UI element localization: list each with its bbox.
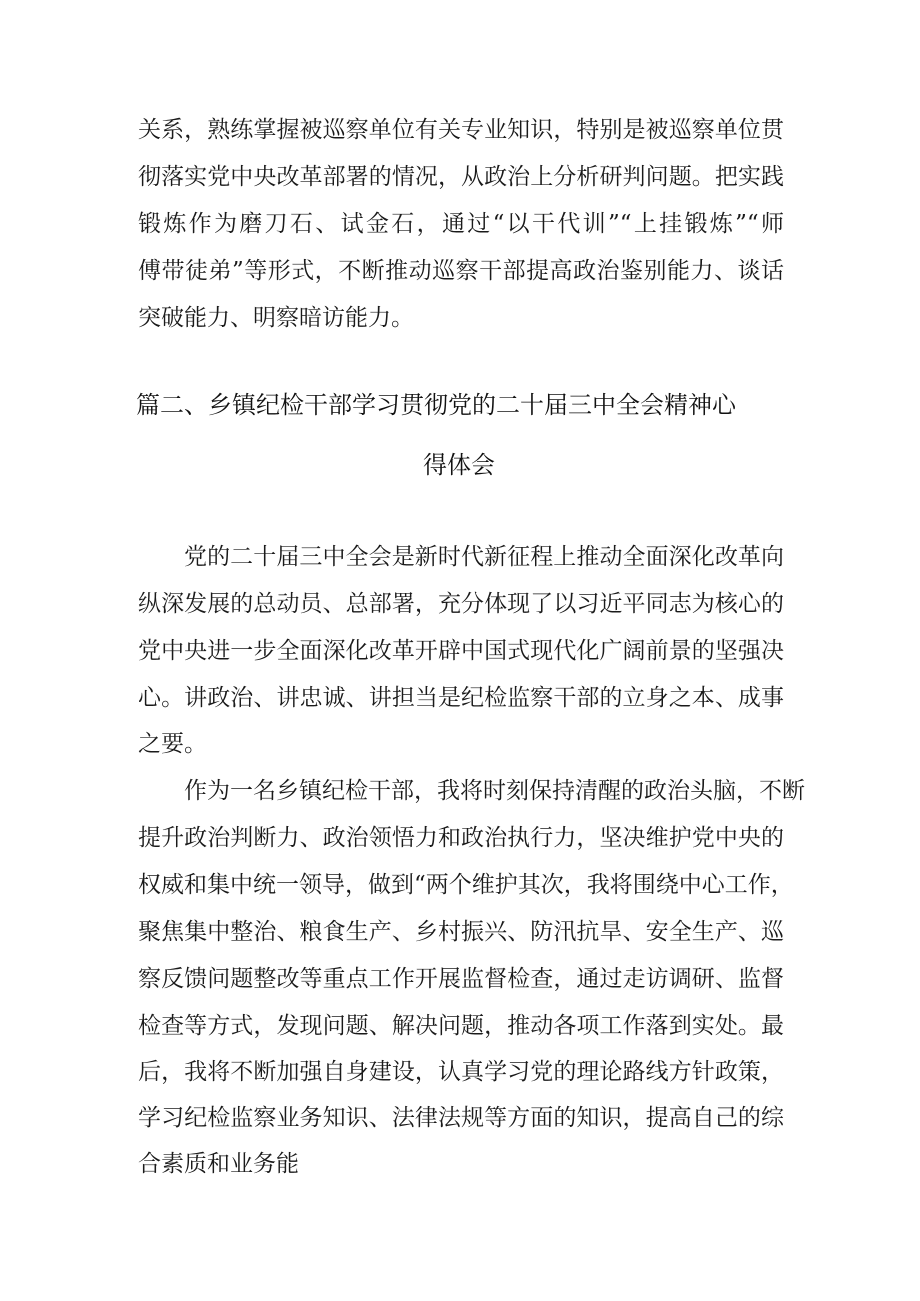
- paragraph-line: 作为一名乡镇纪检干部，我将时刻保持清醒的政治头脑，不断: [184, 778, 805, 804]
- paragraph-line: 提升政治判断力、政治领悟力和政治执行力，坚决维护党中央的: [138, 825, 784, 851]
- paragraph-line: 之要。: [138, 731, 207, 757]
- paragraph-line: 心。讲政治、讲忠诚、讲担当是纪检监察干部的立身之本、成事: [138, 685, 784, 711]
- paragraph-line: 合素质和业务能: [138, 1151, 299, 1177]
- paragraph-line: 察反馈问题整改等重点工作开展监督检查，通过走访调研、监督: [138, 966, 784, 992]
- paragraph-line: 锻炼作为磨刀石、试金石，通过“以干代训”“上挂锻炼”“师: [138, 211, 784, 237]
- paragraph-line: 突破能力、明察暗访能力。: [138, 305, 414, 331]
- paragraph-line: 纵深发展的总动员、总部署，充分体现了以习近平同志为核心的: [138, 591, 784, 617]
- paragraph-line: 党中央进一步全面深化改革开辟中国式现代化广阔前景的坚强决: [138, 638, 784, 664]
- paragraph-line: 彻落实党中央改革部署的情况，从政治上分析研判问题。把实践: [138, 164, 784, 190]
- section-heading-continuation: 得体会: [423, 451, 495, 479]
- paragraph-line: 党的二十届三中全会是新时代新征程上推动全面深化改革向: [184, 544, 784, 570]
- paragraph-line: 权威和集中统一领导，做到“两个维护其次，我将围绕中心工作，: [138, 872, 794, 898]
- paragraph-line: 傅带徒弟”等形式，不断推动巡察干部提高政治鉴别能力、谈话: [138, 258, 784, 284]
- paragraph-line: 检查等方式，发现问题、解决问题，推动各项工作落到实处。最: [138, 1013, 784, 1039]
- section-heading: 篇二、乡镇纪检干部学习贯彻党的二十届三中全会精神心: [136, 391, 736, 419]
- paragraph-line: 聚焦集中整治、粮食生产、乡村振兴、防汛抗旱、安全生产、巡: [138, 919, 784, 945]
- paragraph-line: 关系，熟练掌握被巡察单位有关专业知识，特别是被巡察单位贯: [138, 117, 784, 143]
- paragraph-line: 后，我将不断加强自身建设，认真学习党的理论路线方针政策，: [138, 1059, 784, 1085]
- paragraph-line: 学习纪检监察业务知识、法律法规等方面的知识，提高自己的综: [138, 1105, 784, 1131]
